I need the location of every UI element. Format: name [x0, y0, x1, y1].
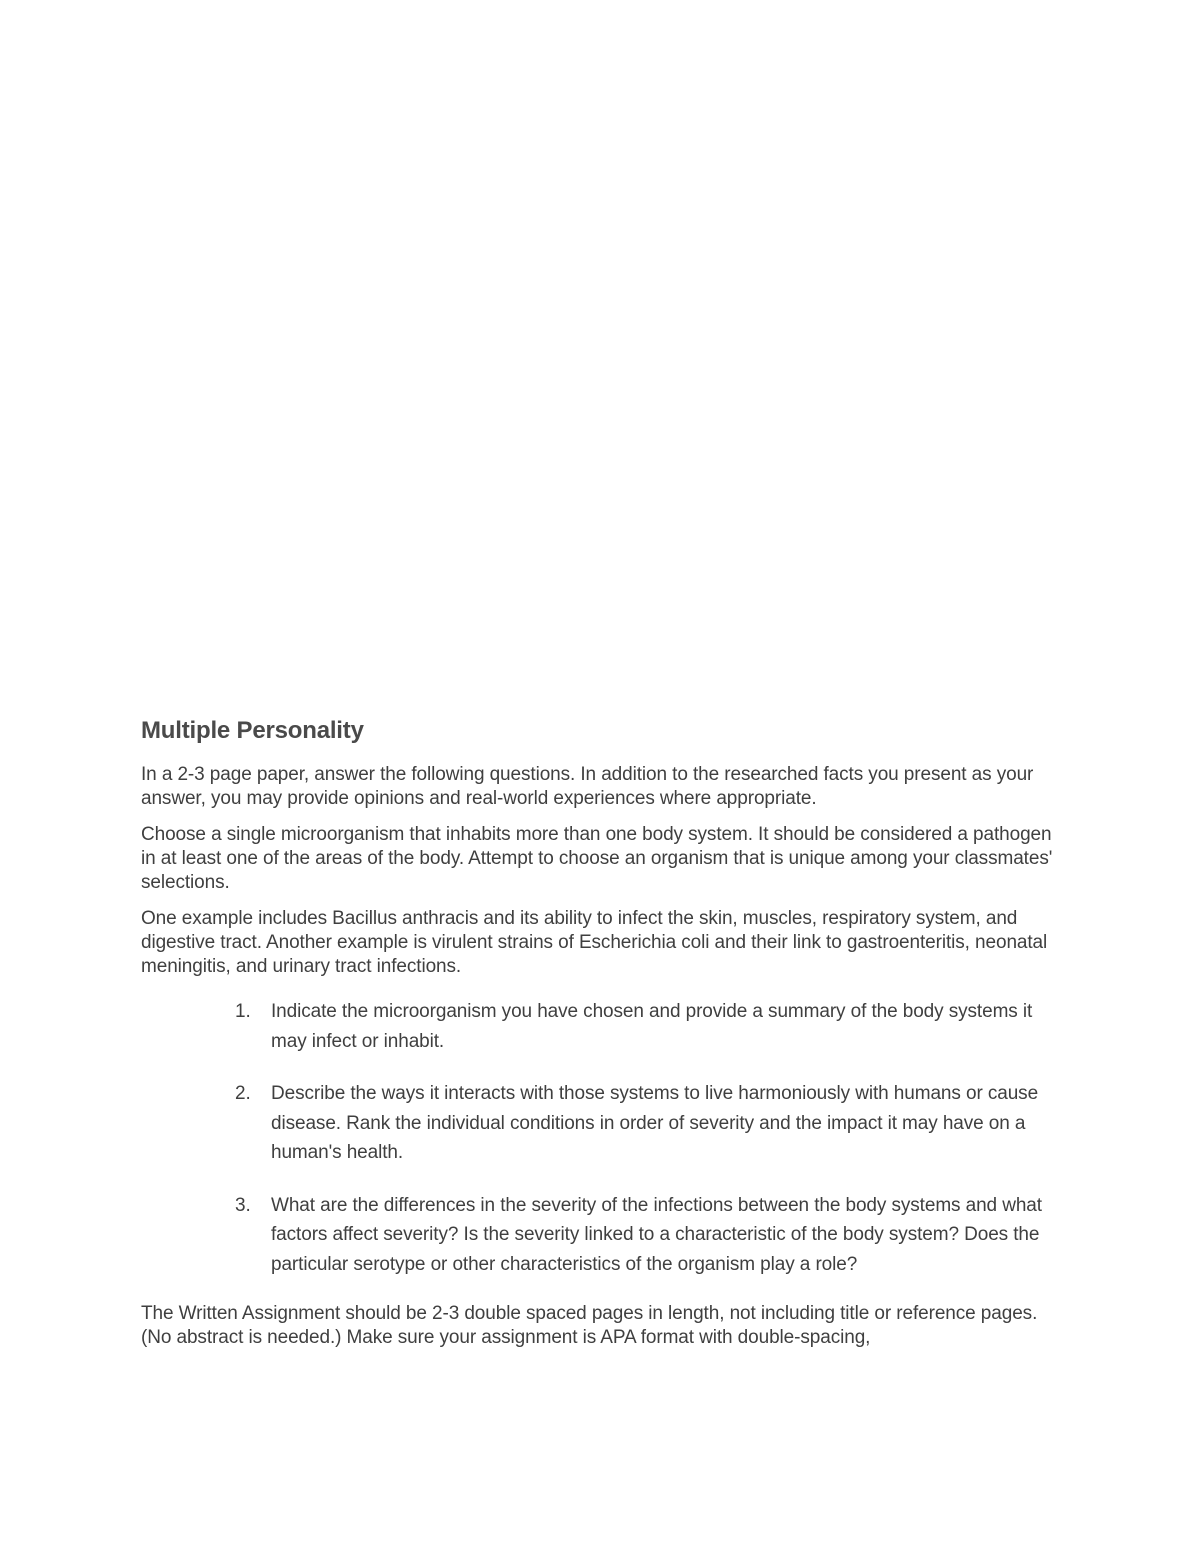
intro-paragraph: In a 2-3 page paper, answer the following questions. In addition to the researched facts you present as your answer, you may provide opinions and real-world experiences where appropriate. [141, 764, 1034, 809]
example-paragraph: One example includes Bacillus anthracis and its ability to infect the skin, muscles, respiratory system, and digestive tract. Another example is virulent strains of Escherichia coli and their link to gastroenteritis, neonatal meningitis, and urinary tract infections. [141, 908, 1048, 977]
closing-paragraph: The Written Assignment should be 2-3 double spaced pages in length, not including title or reference pages. (No abstract is needed.) Make sure your assignment is APA format with double-spacing, [141, 1303, 1038, 1348]
question-text: What are the differences in the severity of the infections between the body systems and what factors affect severity? Is the severity linked to a characteristic of the body system? Does the particular serotype or other characteristics of the organism play a role? [271, 1194, 1042, 1275]
instructions-paragraph: Choose a single microorganism that inhabits more than one body system. It should be considered a pathogen in at least one of the areas of the body. Attempt to choose an organism that is unique among your classmates' selections. [141, 824, 1053, 893]
question-item [141, 1191, 1066, 1280]
question-item [141, 997, 1066, 1056]
question-text: Describe the ways it interacts with those systems to live harmoniously with humans or cause disease. Rank the individual conditions in order of severity and the impact it may have on a human's health. [271, 1083, 1039, 1163]
question-text: Indicate the microorganism you have chosen and provide a summary of the body systems it may infect or inhabit. [271, 1001, 1033, 1052]
document-title: Multiple Personality [141, 717, 364, 744]
question-list [141, 997, 1066, 1279]
question-number: 3. [235, 1194, 251, 1216]
question-item [141, 1079, 1066, 1168]
question-number: 2. [235, 1083, 251, 1104]
document-content [141, 713, 1066, 1362]
question-number: 1. [235, 1001, 251, 1022]
